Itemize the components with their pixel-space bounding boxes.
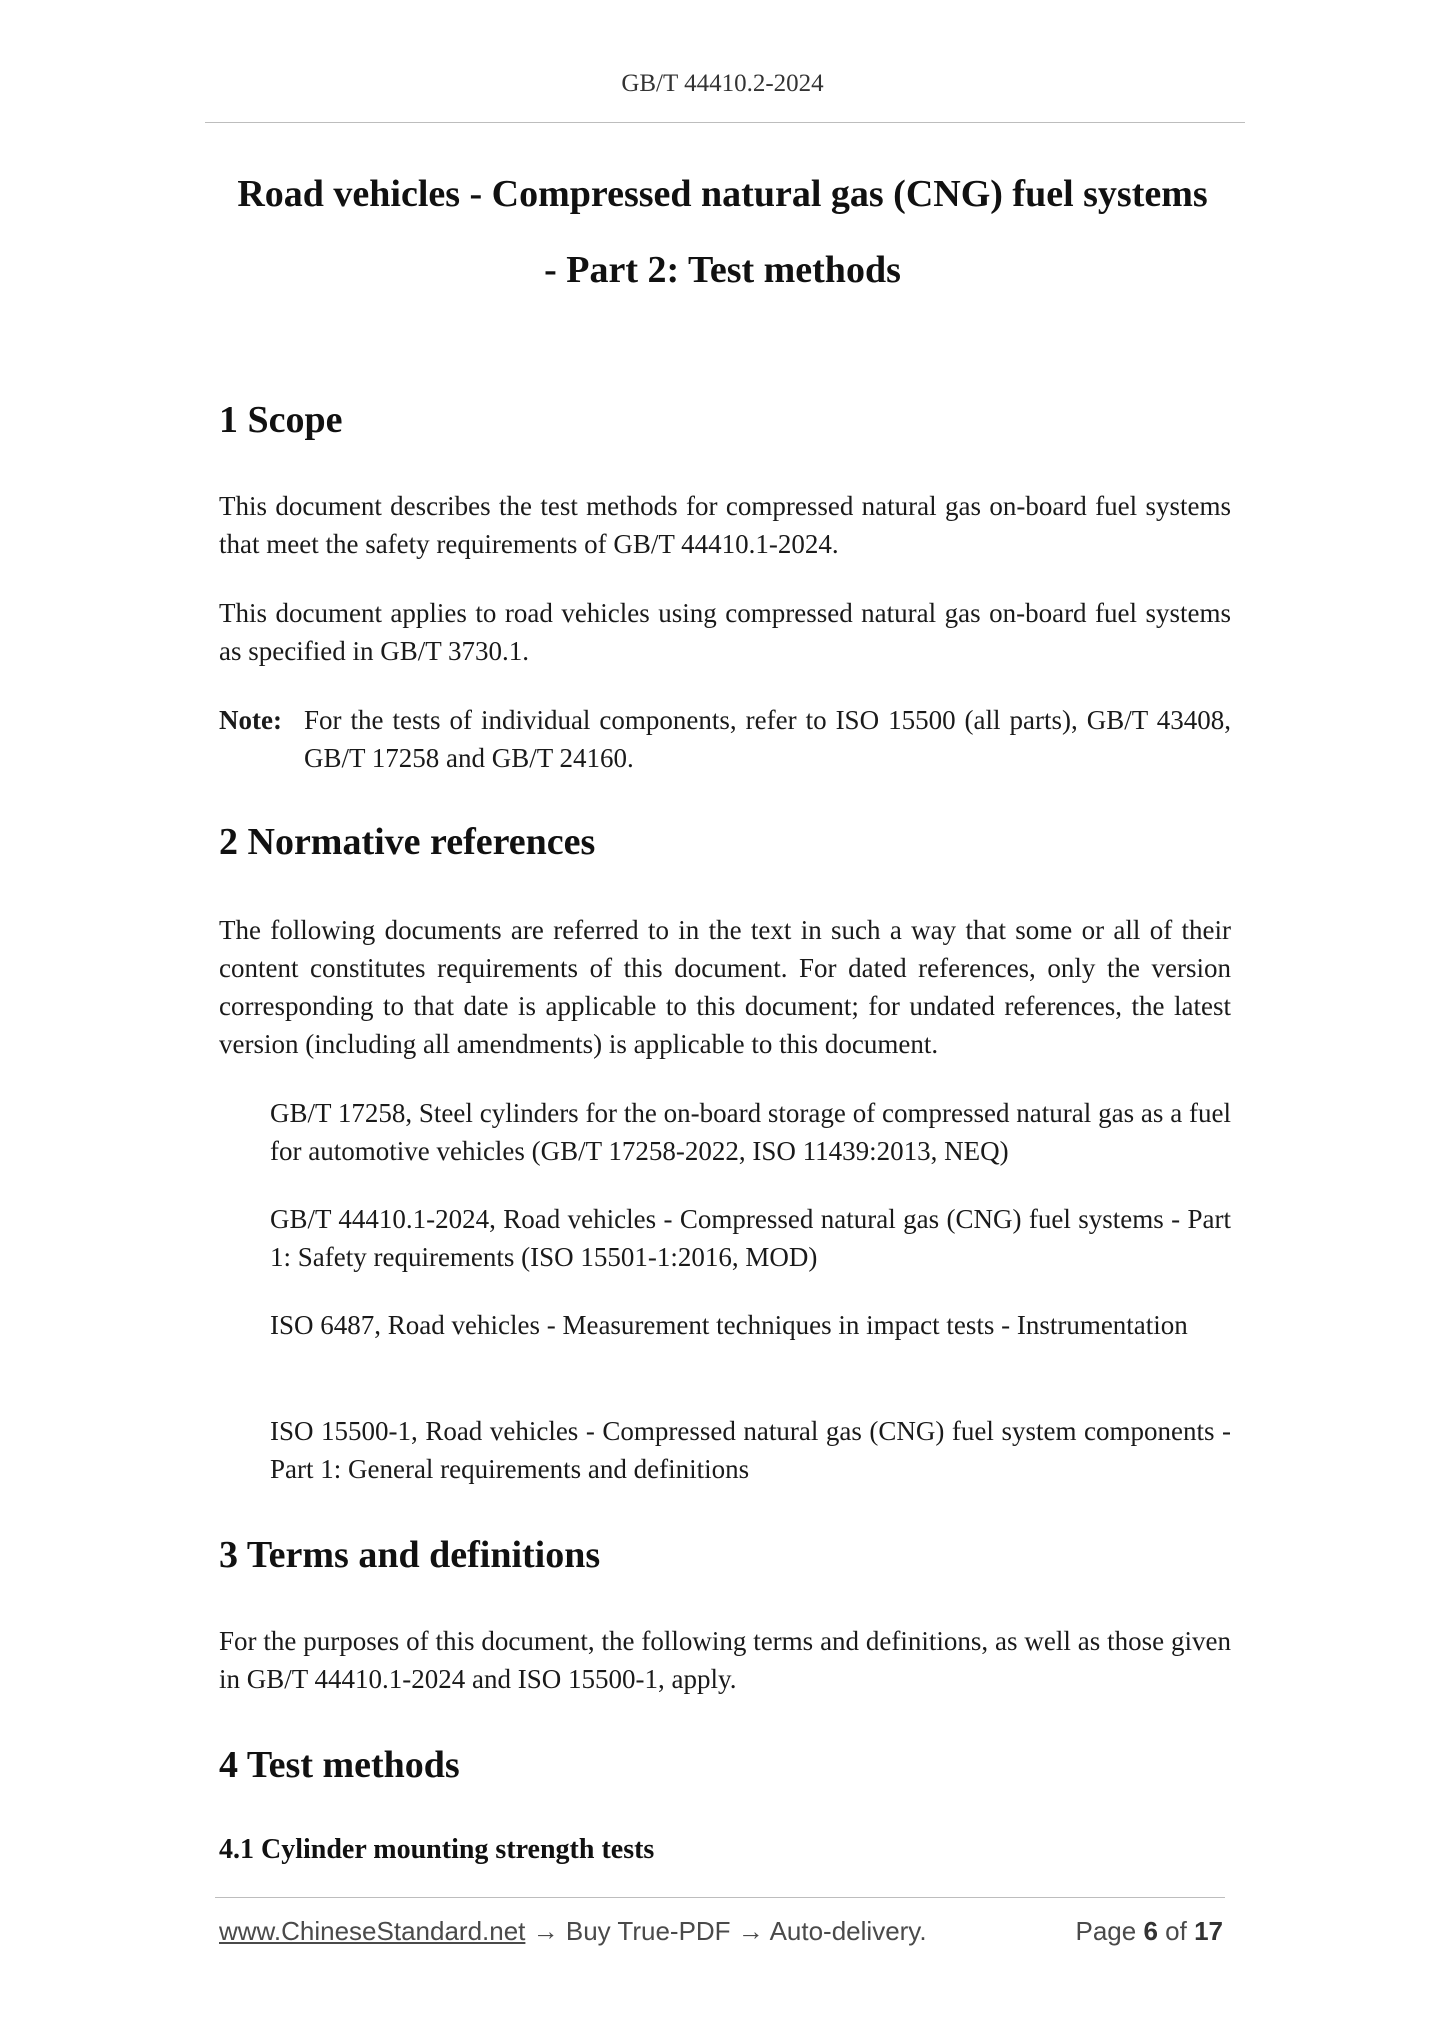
section-heading-test-methods: 4 Test methods [219,1744,460,1786]
section-heading-normative-references: 2 Normative references [219,821,596,863]
section-heading-scope: 1 Scope [219,399,343,441]
reference-item: ISO 15500-1, Road vehicles - Compressed natural gas (CNG) fuel system components - Part 1: General requirements and definitions [270,1416,1231,1484]
document-id-header: GB/T 44410.2-2024 [621,70,824,97]
scope-paragraph-1: This document describes the test methods for compressed natural gas on-board fuel systems that meet the safety requirements of GB/T 44410.1-2024. [219,491,1231,559]
scope-note [219,701,1231,777]
document-title-line-1: Road vehicles - Compressed natural gas (CNG) fuel systems [237,173,1208,215]
section-heading-terms-and-definitions: 3 Terms and definitions [219,1534,601,1576]
total-pages-number: 17 [1194,1916,1223,1946]
terms-paragraph: For the purposes of this document, the following terms and definitions, as well as those given in GB/T 44410.1-2024 and ISO 15500-1, apply. [219,1626,1231,1694]
reference-item: GB/T 44410.1-2024, Road vehicles - Compressed natural gas (CNG) fuel systems - Part 1: Safety requirements (ISO 15501-1:2016, MOD) [270,1204,1231,1272]
footer-divider [215,1897,1225,1898]
normative-intro-paragraph: The following documents are referred to in the text in such a way that some or all of their content constitutes requirements of this document. For dated references, only the version corresponding to that date is applicable to this document; for undated references, the latest version (including all amendments) is applicable to this document. [219,915,1231,1059]
header-divider [205,122,1245,123]
footer-tagline: → Buy True-PDF → Auto-delivery. [525,1916,927,1946]
footer-promo [219,1916,927,1947]
subsection-heading-cylinder-mounting: 4.1 Cylinder mounting strength tests [219,1834,655,1865]
of-word: of [1165,1916,1187,1946]
website-link[interactable]: www.ChineseStandard.net [219,1916,526,1946]
current-page-number: 6 [1143,1916,1158,1946]
reference-item: GB/T 17258, Steel cylinders for the on-board storage of compressed natural gas as a fuel for automotive vehicles (GB/T 17258-2022, ISO 11439:2013, NEQ) [270,1098,1231,1166]
page-indicator [1075,1916,1223,1947]
note-label: Note: [219,705,282,735]
reference-item: ISO 6487, Road vehicles - Measurement techniques in impact tests - Instrumentation [270,1310,1188,1340]
page-word: Page [1075,1916,1137,1946]
scope-paragraph-2: This document applies to road vehicles using compressed natural gas on-board fuel systems as specified in GB/T 3730.1. [219,598,1231,666]
note-text: For the tests of individual components, refer to ISO 15500 (all parts), GB/T 43408, GB/T 17258 and GB/T 24160. [304,705,1231,773]
document-title-line-2: - Part 2: Test methods [544,249,901,291]
